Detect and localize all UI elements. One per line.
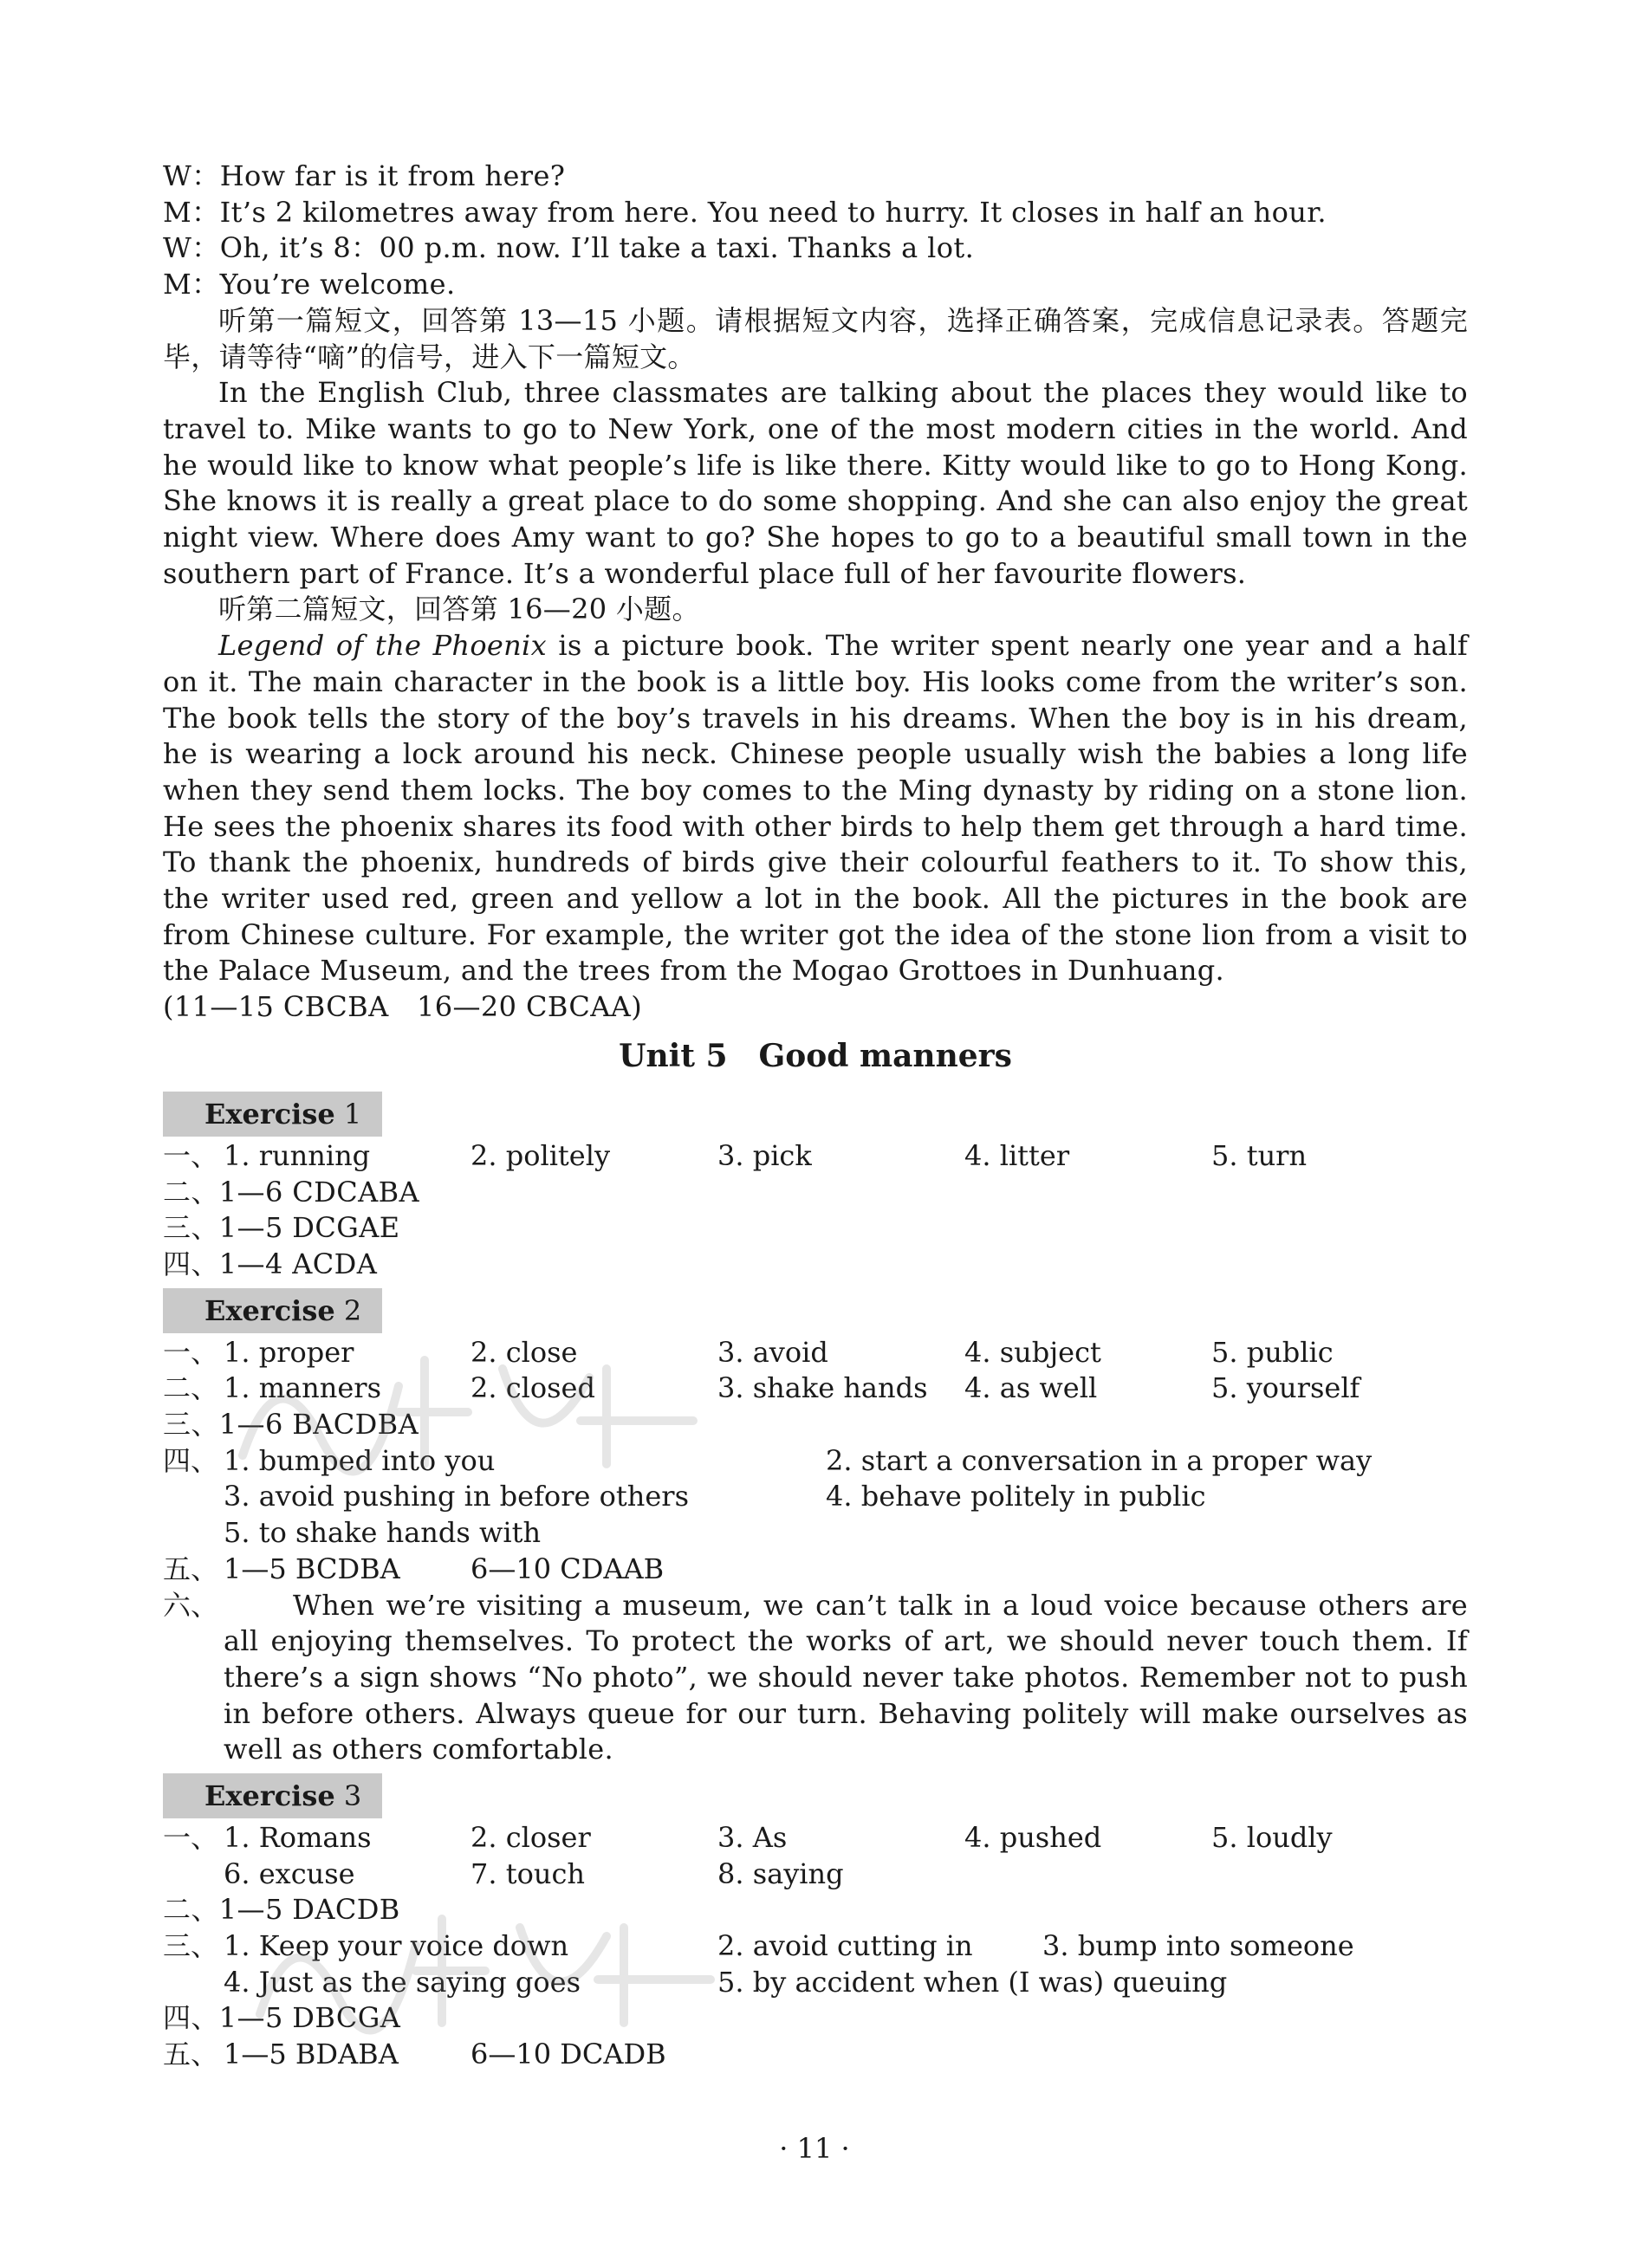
watermark-mark	[243, 1893, 728, 2040]
answer-item: 5. yourself	[1211, 1371, 1360, 1405]
watermark-mark	[225, 1334, 711, 1481]
answer-item: 5. by accident when (I was) queuing	[717, 1965, 1228, 1999]
answer-item: 6—10 DCADB	[471, 2038, 666, 2071]
ex2-section-5	[163, 1552, 1468, 1588]
answer-page	[163, 159, 1468, 2073]
ex3-section-2: 二、1—5 DACDB	[163, 1893, 400, 1927]
section-label: 一、	[163, 1335, 219, 1369]
answer-item: 5. loudly	[1211, 1821, 1333, 1855]
answer-item: 3. avoid	[717, 1335, 828, 1369]
ex1-section-2: 二、1—6 CDCABA	[163, 1175, 420, 1209]
answer-item: 8. saying	[717, 1857, 844, 1890]
answer-item: 1. running	[224, 1138, 371, 1172]
section-label: 一、	[163, 1138, 219, 1172]
ex1-section-4: 四、1—4 ACDA	[163, 1247, 378, 1280]
section-label: 一、	[163, 1821, 219, 1855]
answer-item: 1. manners	[224, 1371, 381, 1405]
answer-item: 4. Just as the saying goes	[224, 1965, 581, 1999]
ex3-section-1-row-2	[163, 1857, 1468, 1893]
exercise-1-heading: Exercise 1	[163, 1092, 382, 1137]
answer-item: 5. to shake hands with	[224, 1516, 542, 1550]
answer-item: 2. closed	[471, 1371, 595, 1405]
listening-passage-2	[163, 628, 1468, 989]
answer-item: 6—10 CDAAB	[471, 1552, 665, 1585]
answer-item: 2. close	[471, 1335, 578, 1369]
dialogue-transcript	[163, 159, 1468, 303]
answer-item: 4. litter	[964, 1138, 1070, 1172]
exercise-3-heading: Exercise 3	[163, 1773, 382, 1818]
ex1-section-3: 三、1—5 DCGAE	[163, 1211, 400, 1245]
answer-item: 2. avoid cutting in	[717, 1929, 973, 1963]
exercise-2-heading: Exercise 2	[163, 1288, 382, 1333]
section-label: 二、	[163, 1371, 219, 1405]
ex3-section-1-row-1	[163, 1820, 1468, 1857]
answer-item: 4. as well	[964, 1371, 1098, 1405]
answer-item: 3. avoid pushing in before others	[224, 1480, 689, 1513]
answer-item: 3. bump into someone	[1042, 1929, 1354, 1963]
section-label: 五、	[163, 2038, 219, 2071]
listening-instruction-2: 听第二篇短文，回答第 16—20 小题。	[218, 593, 700, 626]
ex1-section-1	[163, 1138, 1468, 1175]
answer-item: 5. public	[1211, 1335, 1334, 1369]
ex2-section-3: 三、1—6 BACDBA	[163, 1408, 419, 1442]
answer-item: 1. Keep your voice down	[224, 1929, 569, 1963]
answer-item: 4. pushed	[964, 1821, 1102, 1855]
transcript-line: M：You’re welcome.	[163, 268, 456, 301]
answer-item: 1—5 BCDBA	[224, 1552, 400, 1585]
answer-item: 2. start a conversation in a proper way	[826, 1443, 1373, 1477]
transcript-line: W：Oh, it’s 8：00 p.m. now. I’ll take a taxi. Thanks a lot.	[163, 231, 975, 265]
answer-item: 3. As	[717, 1821, 788, 1855]
answer-item: 3. pick	[717, 1138, 812, 1172]
answer-item: 2. politely	[471, 1138, 611, 1172]
book-title: Legend of the Phoenix	[218, 629, 547, 663]
ex3-section-4: 四、1—5 DBCGA	[163, 2001, 401, 2035]
answer-item: 4. subject	[964, 1335, 1101, 1369]
section-label: 五、	[163, 1552, 219, 1585]
ex3-section-5	[163, 2037, 1468, 2073]
transcript-line: M：It’s 2 kilometres away from here. You need to hurry. It closes in half an hour.	[163, 195, 1327, 229]
answer-item: 7. touch	[471, 1857, 585, 1890]
answer-item: 6. excuse	[224, 1857, 355, 1890]
section-label: 三、	[163, 1929, 219, 1963]
answer-item: 2. closer	[471, 1821, 591, 1855]
passage-2-text: is a picture book. The writer spent nearly one year and a half on it. The main character in the book is a little boy. His looks come from the writer’s son. The book tells the story of the boy’s travels in his dreams. When the boy is in his dream, he is wearing a lock around his neck. Chinese people usually wish the babies a long life when they send them locks. The boy comes to the Ming dynasty by riding on a stone lion. He sees the phoenix shares its food with other birds to help them get through a hard time. To thank the phoenix, hundreds of birds give their colourful feathers to it. To show this, the writer used red, green and yellow a lot in the book. All the pictures in the book are from Chinese culture. For example, the writer got the idea of the stone lion from a visit to the Palace Museum, and the trees from the Mogao Grottoes in Dunhuang.	[163, 629, 1468, 988]
unit-title: Unit 5 Good manners	[619, 1037, 1012, 1074]
section-label: 六、	[163, 1588, 219, 1622]
answer-item: 1. proper	[224, 1335, 354, 1369]
answer-item: 3. shake hands	[717, 1371, 928, 1405]
answer-item: 1—5 BDABA	[224, 2038, 399, 2071]
ex2-section-6	[163, 1588, 1468, 1769]
section-label: 四、	[163, 1443, 219, 1477]
page-number: · 11 ·	[779, 2132, 850, 2165]
answer-item: 1. bumped into you	[224, 1443, 496, 1477]
ex2-section-4-row-3	[163, 1515, 1468, 1552]
answer-item: 4. behave politely in public	[826, 1480, 1206, 1513]
answer-item: 5. turn	[1211, 1138, 1308, 1172]
ex2-section-4-row-2	[163, 1479, 1468, 1515]
listening-passage-1: In the English Club, three classmates are talking about the places they would like to travel to. Mike wants to go to New York, one of the most modern cities in the world. And he would like to know what people’s life is like there. Kitty would like to go to Hong Kong. She knows it is really a great place to do some shopping. And she can also enjoy the great night view. Where does Amy want to go? She hopes to go to a beautiful small town in the southern part of France. It’s a wonderful place full of her favourite flowers.	[163, 376, 1468, 590]
transcript-line: W：How far is it from here?	[163, 159, 566, 192]
listening-instruction-1: 听第一篇短文，回答第 13—15 小题。请根据短文内容，选择正确答案，完成信息记录表。答题完毕，请等待“嘀”的信号，进入下一篇短文。	[163, 303, 1468, 373]
answer-item: 1. Romans	[224, 1821, 372, 1855]
answers-11-20: (11—15 CBCBA 16—20 CBCAA)	[163, 990, 643, 1024]
writing-sample: When we’re visiting a museum, we can’t talk in a loud voice because others are all enjoying themselves. To protect the works of art, we should never touch them. If there’s a sign shows “No photo”, we should never take photos. Remember not to push in before others. Always queue for our turn. Behaving politely will make ourselves as well as others comfortable.	[224, 1588, 1468, 1766]
